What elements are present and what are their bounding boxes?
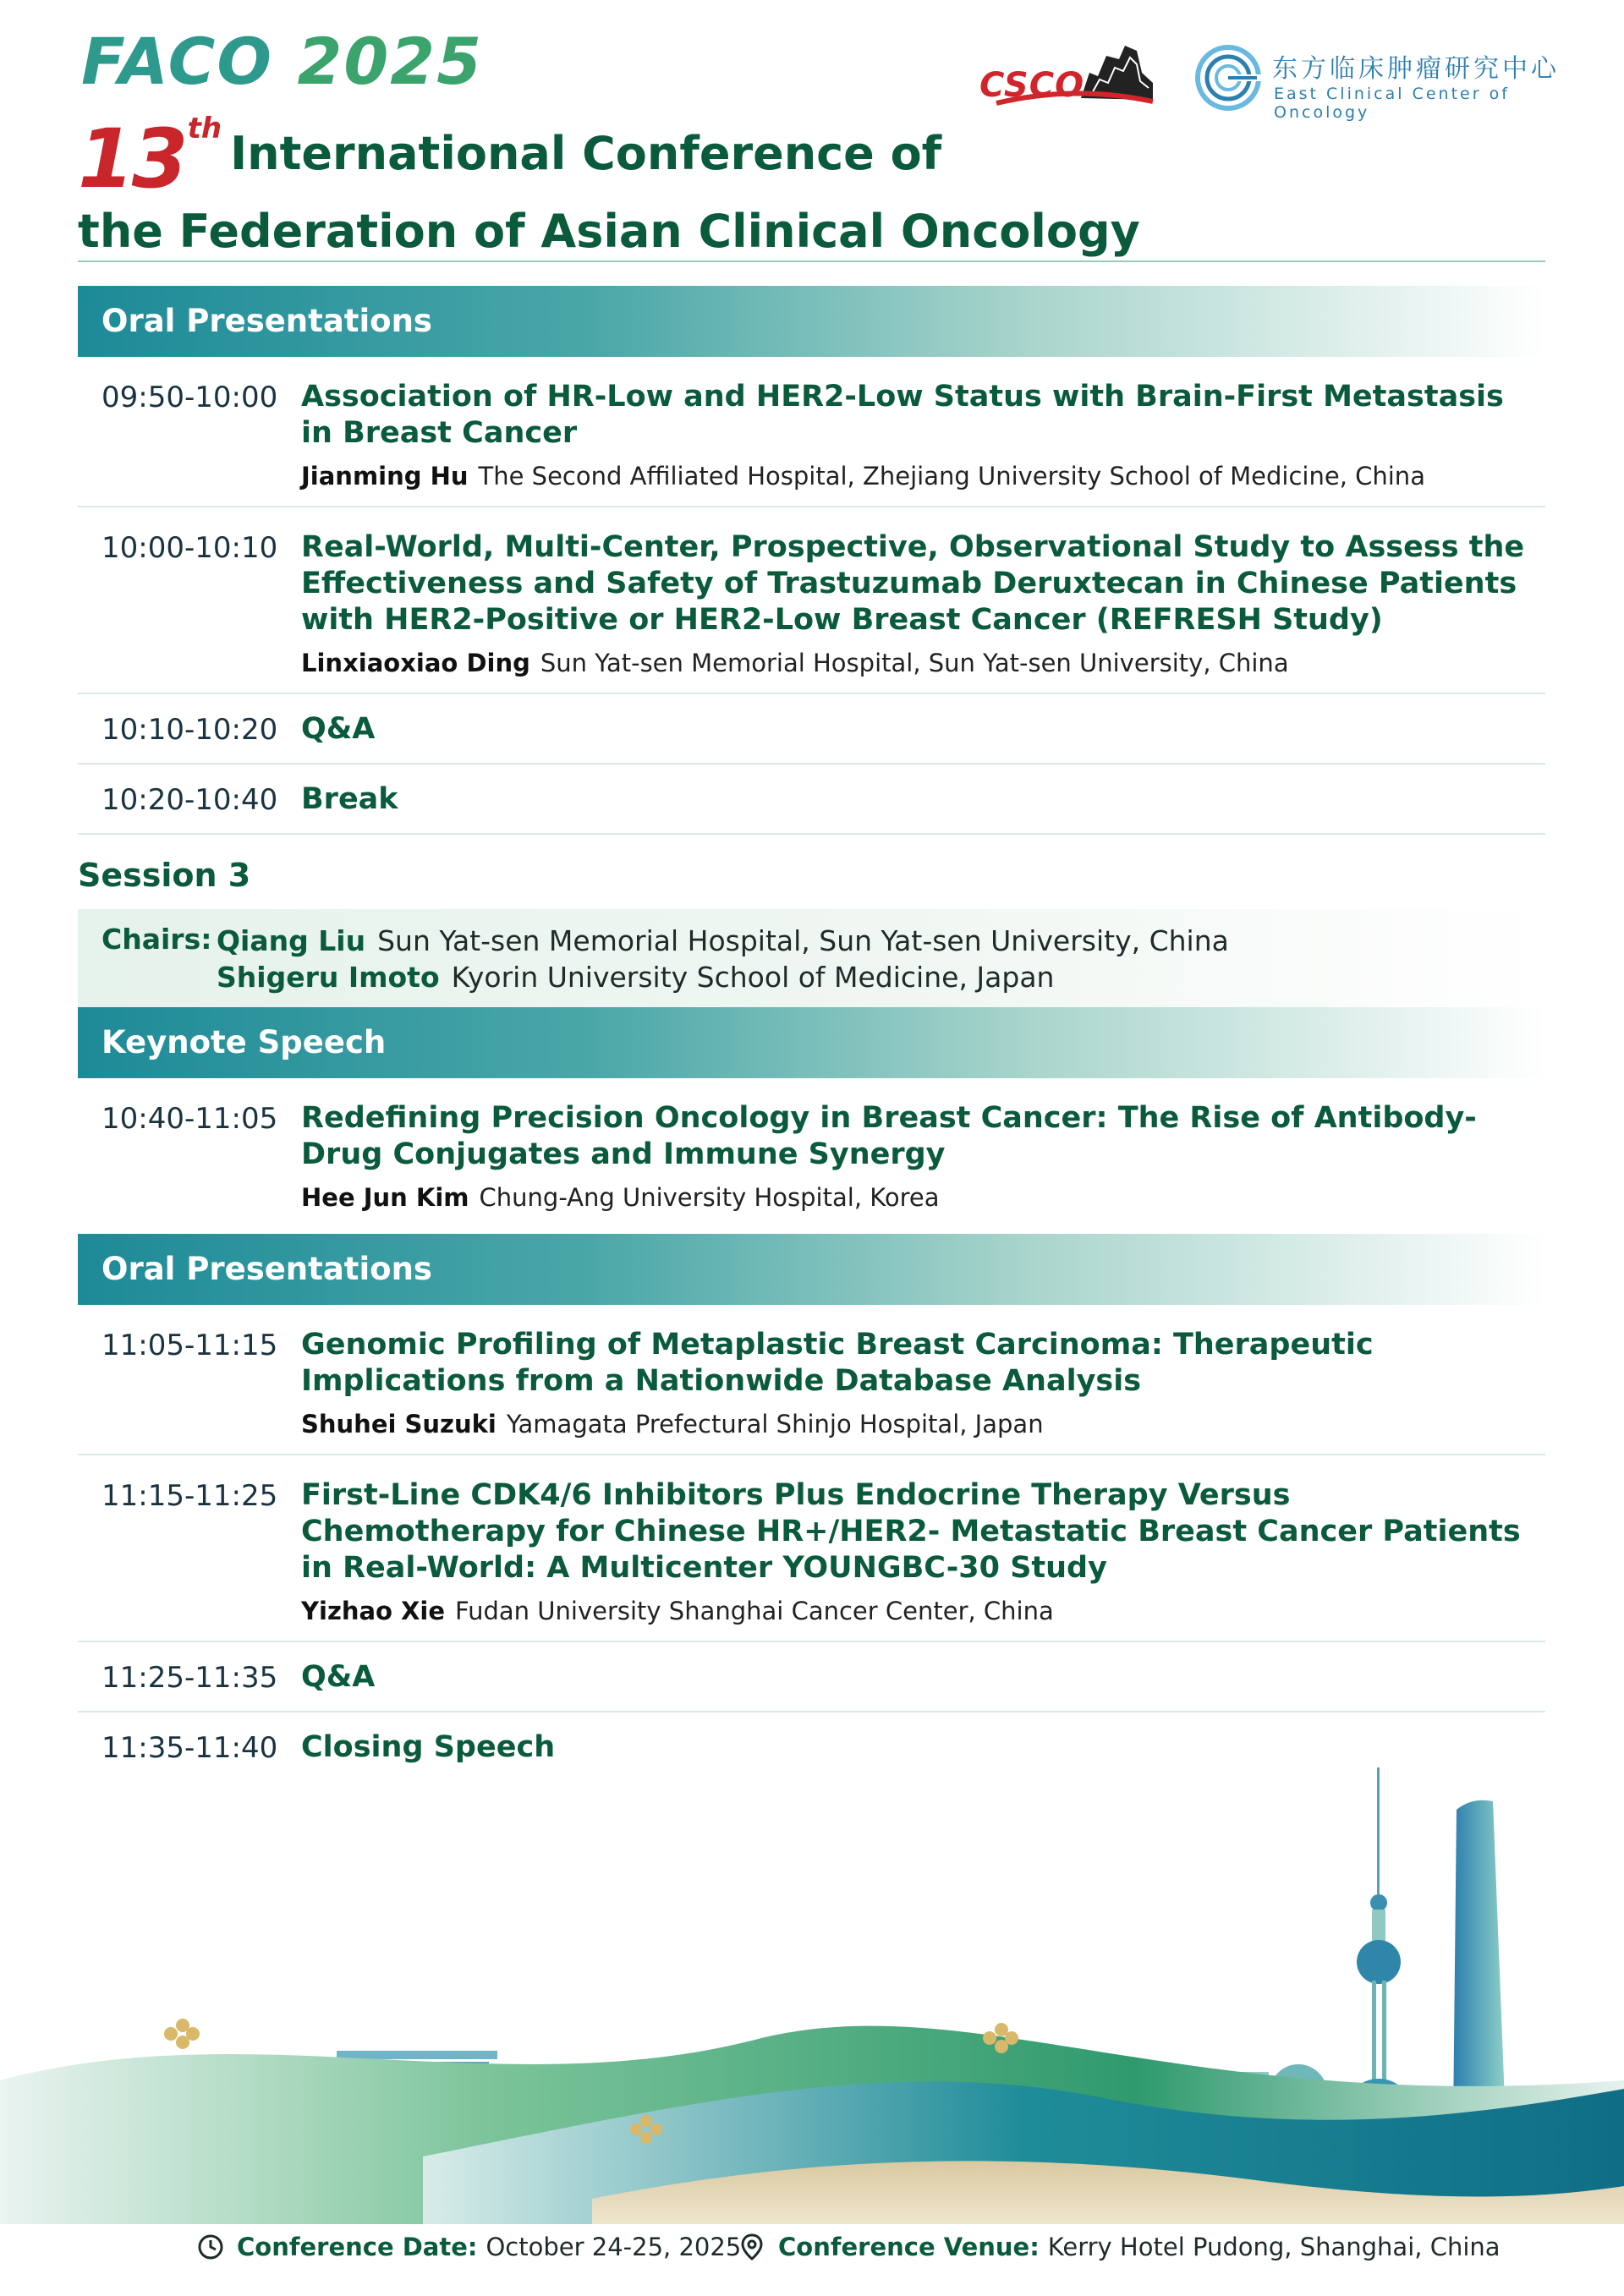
speaker-name: Yizhao Xie — [301, 1597, 446, 1625]
eccc-name-english: East Clinical Center of Oncology — [1274, 85, 1510, 122]
eccc-emblem-icon — [1194, 44, 1262, 112]
section-band-oral-2: Oral Presentations — [78, 1234, 1545, 1305]
csco-wordmark: CSCO — [979, 66, 1085, 105]
session-heading: Session 3 — [78, 857, 251, 894]
footer — [0, 2233, 1624, 2270]
speaker-line — [301, 462, 1528, 490]
agenda-row — [78, 1078, 1545, 1234]
time-slot: 10:20-10:40 — [102, 783, 278, 817]
clock-icon — [196, 2233, 225, 2261]
time-slot: 11:15-11:25 — [102, 1479, 278, 1513]
flower-icon — [164, 2019, 200, 2049]
shanghai-tower-icon — [1453, 1800, 1506, 2123]
date-value: October 24-25, 2025 — [486, 2233, 742, 2261]
time-slot: 11:25-11:35 — [102, 1661, 278, 1695]
time-slot: 10:10-10:20 — [102, 713, 278, 747]
conference-title — [78, 112, 1177, 258]
title-line-2: the Federation of Asian Clinical Oncology — [78, 205, 1140, 258]
speaker-name: Linxiaoxiao Ding — [301, 649, 530, 677]
chair-affiliation: Kyorin University School of Medicine, Japan — [451, 961, 1055, 994]
talk-title: Q&A — [301, 712, 376, 746]
agenda-row — [78, 764, 1545, 835]
time-slot: 09:50-10:00 — [102, 381, 278, 414]
conference-date — [196, 2233, 741, 2261]
csco-logo — [979, 39, 1157, 115]
venue-label: Conference Venue: — [778, 2233, 1040, 2261]
chair-name: Shigeru Imoto — [217, 961, 440, 994]
speaker-affiliation: The Second Affiliated Hospital, Zhejiang University School of Medicine, China — [478, 462, 1425, 490]
conference-venue — [738, 2233, 1501, 2261]
speaker-line — [301, 1183, 1528, 1212]
section-band-oral-1: Oral Presentations — [78, 286, 1545, 357]
speaker-name: Jianming Hu — [301, 462, 469, 490]
title-line-1: International Conference of — [230, 127, 942, 180]
chair-entry — [217, 923, 1229, 959]
edition-suffix: th — [187, 112, 222, 145]
agenda — [78, 286, 1545, 1781]
header-divider — [78, 260, 1545, 262]
speaker-name: Shuhei Suzuki — [301, 1410, 497, 1438]
edition-number: 13 — [78, 112, 186, 206]
talk-title: Association of HR-Low and HER2-Low Status with Brain-First Metastasis in Breast Cancer — [301, 380, 1504, 450]
brand-year: 2025 — [297, 24, 483, 99]
shanghai-skyline-illustration — [0, 1759, 1624, 2224]
speaker-line — [301, 649, 1528, 677]
speaker-affiliation: Chung-Ang University Hospital, Korea — [479, 1183, 940, 1212]
agenda-row — [78, 357, 1545, 507]
brand-name: FACO — [81, 24, 273, 99]
speaker-name: Hee Jun Kim — [301, 1183, 469, 1212]
eccc-name-chinese: 东方临床肿瘤研究中心 — [1272, 54, 1560, 84]
eccc-logo — [1194, 42, 1583, 122]
talk-title: Genomic Profiling of Metaplastic Breast Carcinoma: Therapeutic Implications from a Nationwide Database Analysis — [301, 1328, 1374, 1398]
brand-wordmark — [81, 24, 483, 99]
talk-title: Break — [301, 782, 398, 816]
agenda-row — [78, 1455, 1545, 1642]
agenda-row — [78, 694, 1545, 764]
speaker-affiliation: Sun Yat-sen Memorial Hospital, Sun Yat-sen University, China — [540, 649, 1289, 677]
talk-title: Real-World, Multi-Center, Prospective, Observational Study to Assess the Effectiveness and Safety of Trastuzumab Deruxtecan in Chinese Patients with HER2-Positive or HER2-Low Breast Cancer (REFRESH Study) — [301, 530, 1525, 637]
chair-name: Qiang Liu — [217, 924, 366, 957]
talk-title: Closing Speech — [301, 1730, 556, 1764]
talk-title: First-Line CDK4/6 Inhibitors Plus Endocrine Therapy Versus Chemotherapy for Chinese HR+/HER2- Metastatic Breast Cancer Patients in Real-World: A Multicenter YOUNGBC-30 Study — [301, 1478, 1521, 1585]
talk-title: Redefining Precision Oncology in Breast Cancer: The Rise of Antibody-Drug Conjugates and Immune Synergy — [301, 1101, 1477, 1171]
speaker-line — [301, 1410, 1528, 1438]
chairs-block — [78, 909, 1545, 1007]
chair-entry — [217, 959, 1229, 995]
speaker-line — [301, 1597, 1528, 1625]
time-slot: 11:05-11:15 — [102, 1329, 278, 1362]
speaker-affiliation: Yamagata Prefectural Shinjo Hospital, Japan — [506, 1410, 1044, 1438]
agenda-row — [78, 1642, 1545, 1712]
time-slot: 10:40-11:05 — [102, 1102, 278, 1136]
speaker-affiliation: Fudan University Shanghai Cancer Center, China — [455, 1597, 1054, 1625]
section-band-keynote: Keynote Speech — [78, 1007, 1545, 1078]
venue-value: Kerry Hotel Pudong, Shanghai, China — [1047, 2233, 1501, 2261]
date-label: Conference Date: — [237, 2233, 478, 2261]
talk-title: Q&A — [301, 1660, 376, 1694]
agenda-row — [78, 507, 1545, 694]
chair-affiliation: Sun Yat-sen Memorial Hospital, Sun Yat-sen University, China — [377, 924, 1229, 957]
time-slot: 10:00-10:10 — [102, 531, 278, 565]
agenda-row — [78, 1305, 1545, 1455]
chairs-label: Chairs: — [102, 923, 212, 956]
time-slot: 11:35-11:40 — [102, 1731, 278, 1765]
location-pin-icon — [738, 2233, 766, 2261]
